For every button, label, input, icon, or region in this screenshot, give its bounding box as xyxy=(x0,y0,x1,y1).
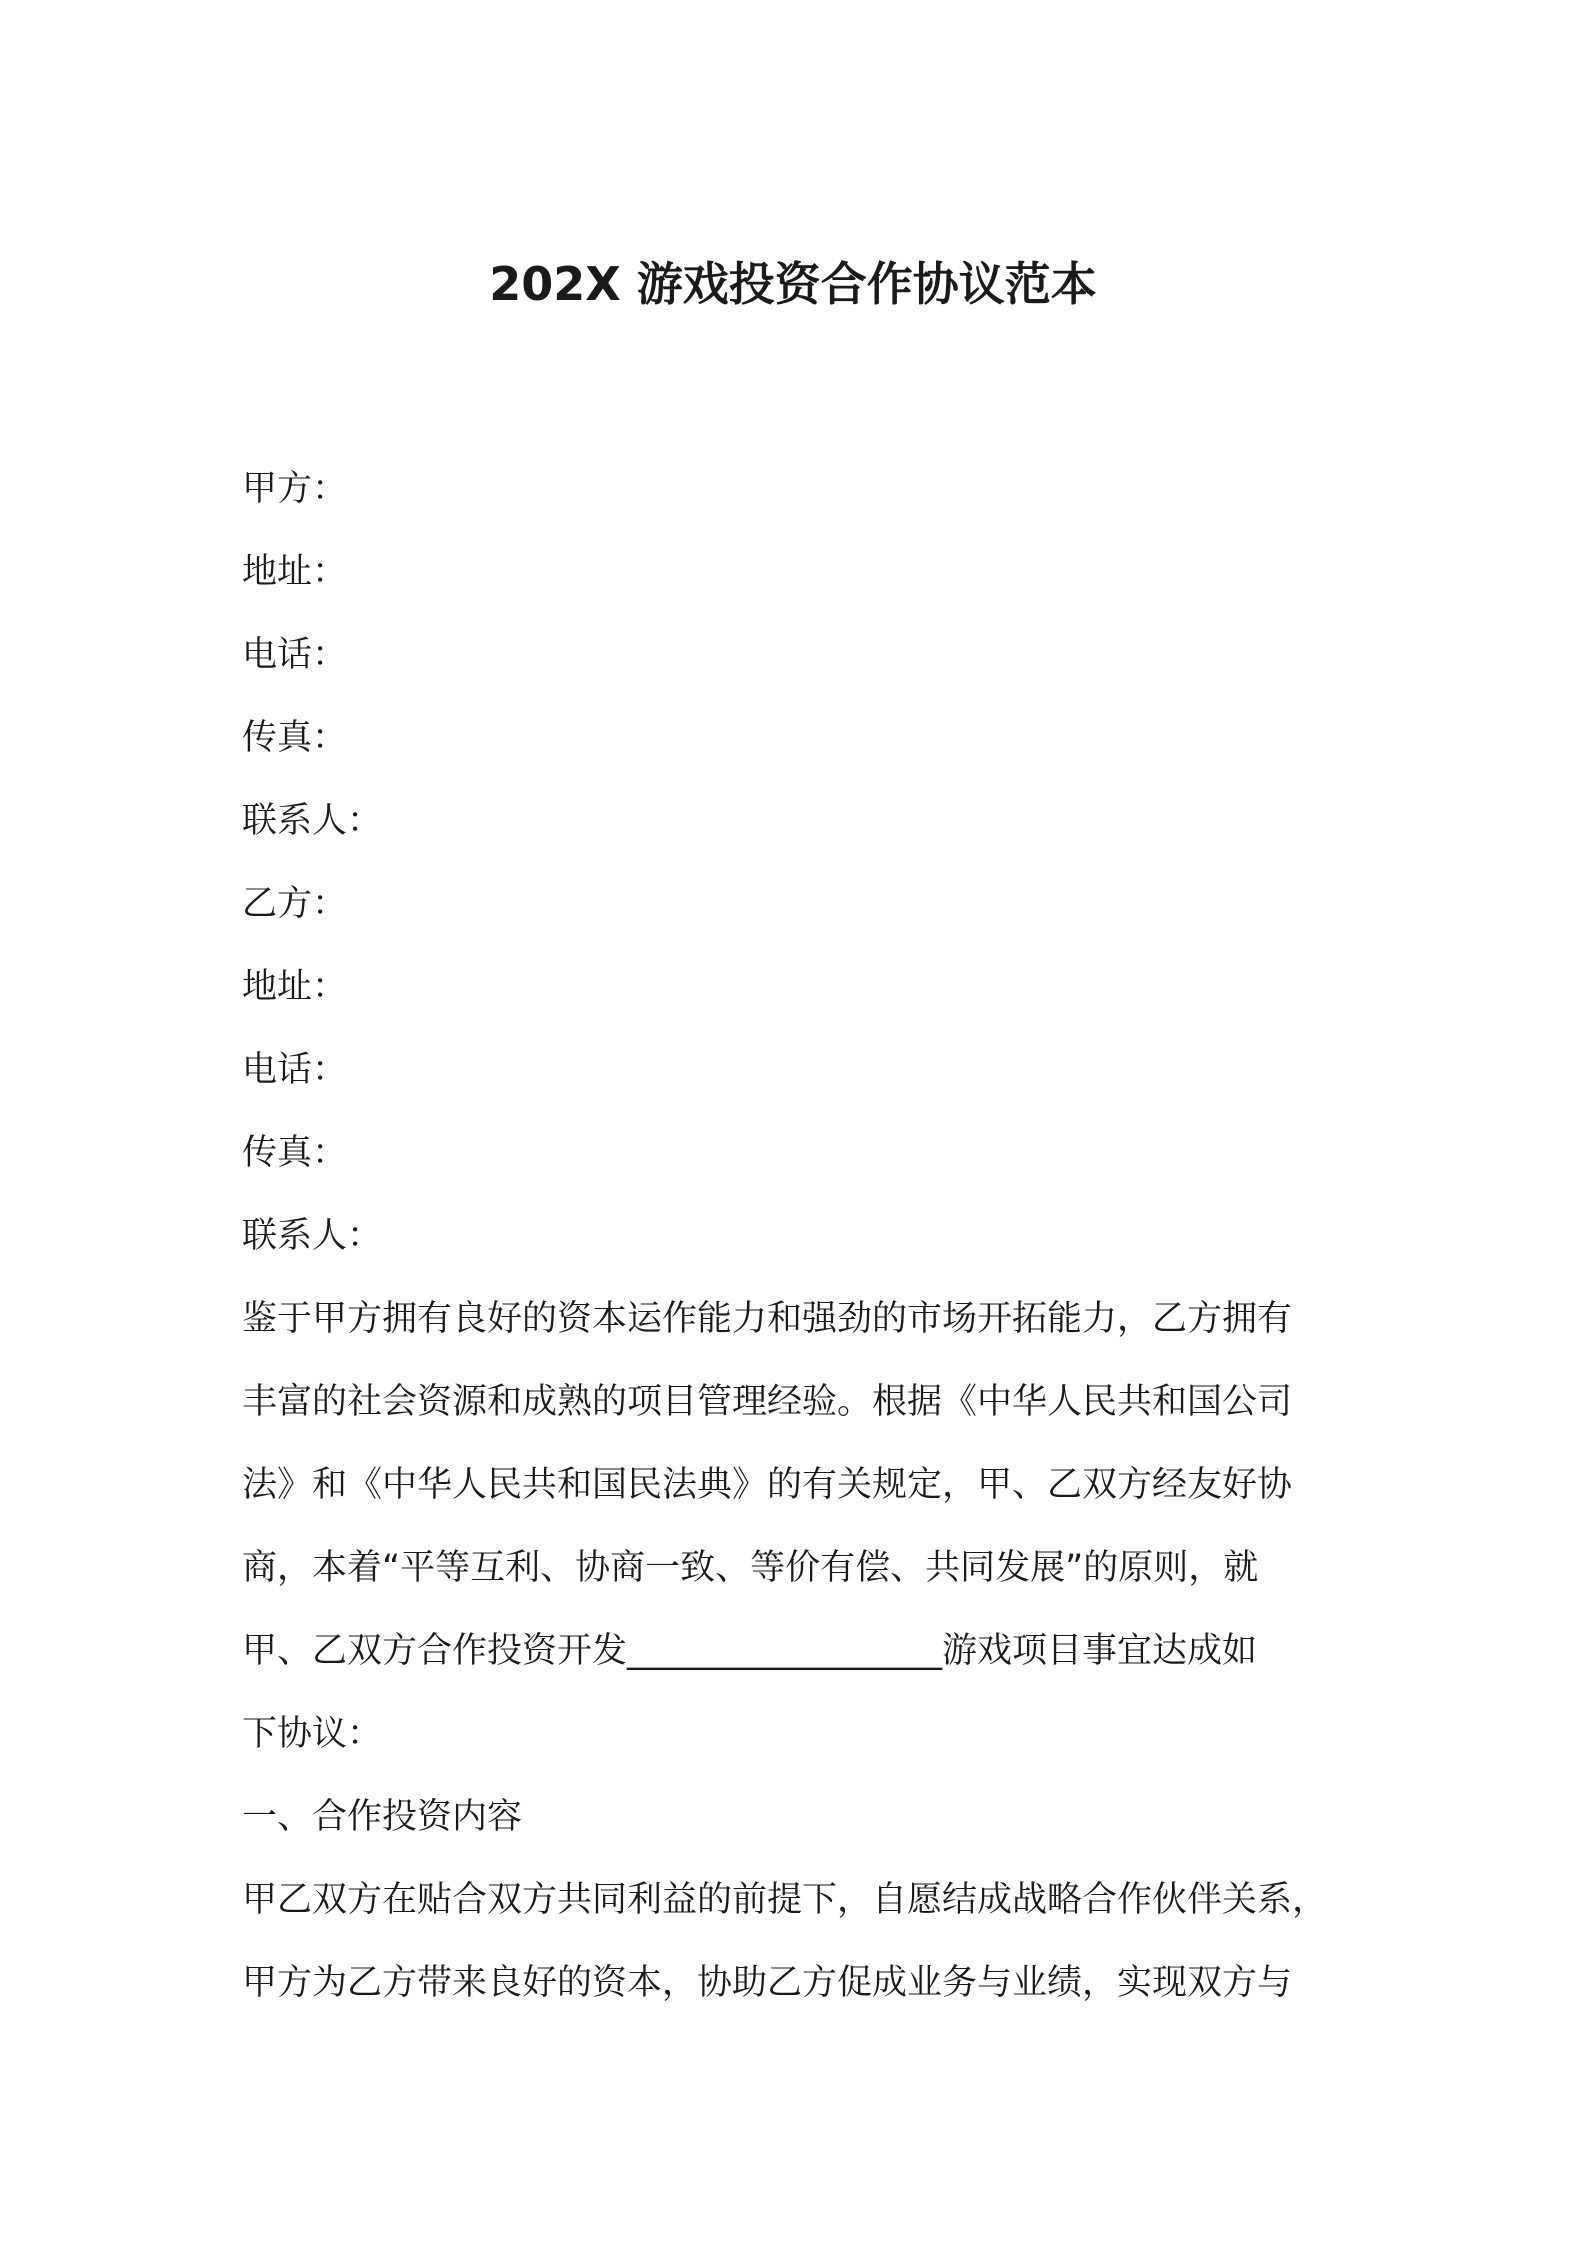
preamble-line: 丰富的社会资源和成熟的项目管理经验。根据《中华人民共和国公司 xyxy=(242,1382,1293,1422)
document-body xyxy=(242,448,1362,2025)
party-a-address-label: 地址： xyxy=(242,552,348,592)
section-body-line: 甲方为乙方带来良好的资本，协助乙方促成业务与业绩，实现双方与 xyxy=(242,1963,1293,2003)
party-a-phone-label: 电话： xyxy=(242,635,348,675)
preamble-line: 鉴于甲方拥有良好的资本运作能力和强劲的市场开拓能力，乙方拥有 xyxy=(242,1299,1293,1339)
document-title: 202X 游戏投资合作协议范本 xyxy=(489,257,1097,311)
party-a-label: 甲方： xyxy=(242,469,348,509)
party-b-label: 乙方： xyxy=(242,884,348,924)
party-a-contact-label: 联系人： xyxy=(242,801,383,841)
party-b-fax-label: 传真： xyxy=(242,1133,348,1173)
preamble-line: 甲、乙双方合作投资开发__________________游戏项目事宜达成如 xyxy=(242,1631,1258,1671)
section-heading: 一、合作投资内容 xyxy=(242,1797,523,1837)
preamble-line: 法》和《中华人民共和国民法典》的有关规定，甲、乙双方经友好协 xyxy=(242,1465,1293,1505)
preamble-line: 下协议： xyxy=(242,1714,383,1754)
preamble-line: 商，本着“平等互利、协商一致、等价有偿、共同发展”的原则，就 xyxy=(242,1548,1259,1588)
party-a-fax-label: 传真： xyxy=(242,718,348,758)
party-b-address-label: 地址： xyxy=(242,967,348,1007)
party-b-contact-label: 联系人： xyxy=(242,1216,383,1256)
party-b-phone-label: 电话： xyxy=(242,1050,348,1090)
section-body-line: 甲乙双方在贴合双方共同利益的前提下，自愿结成战略合作伙伴关系， xyxy=(242,1880,1328,1920)
